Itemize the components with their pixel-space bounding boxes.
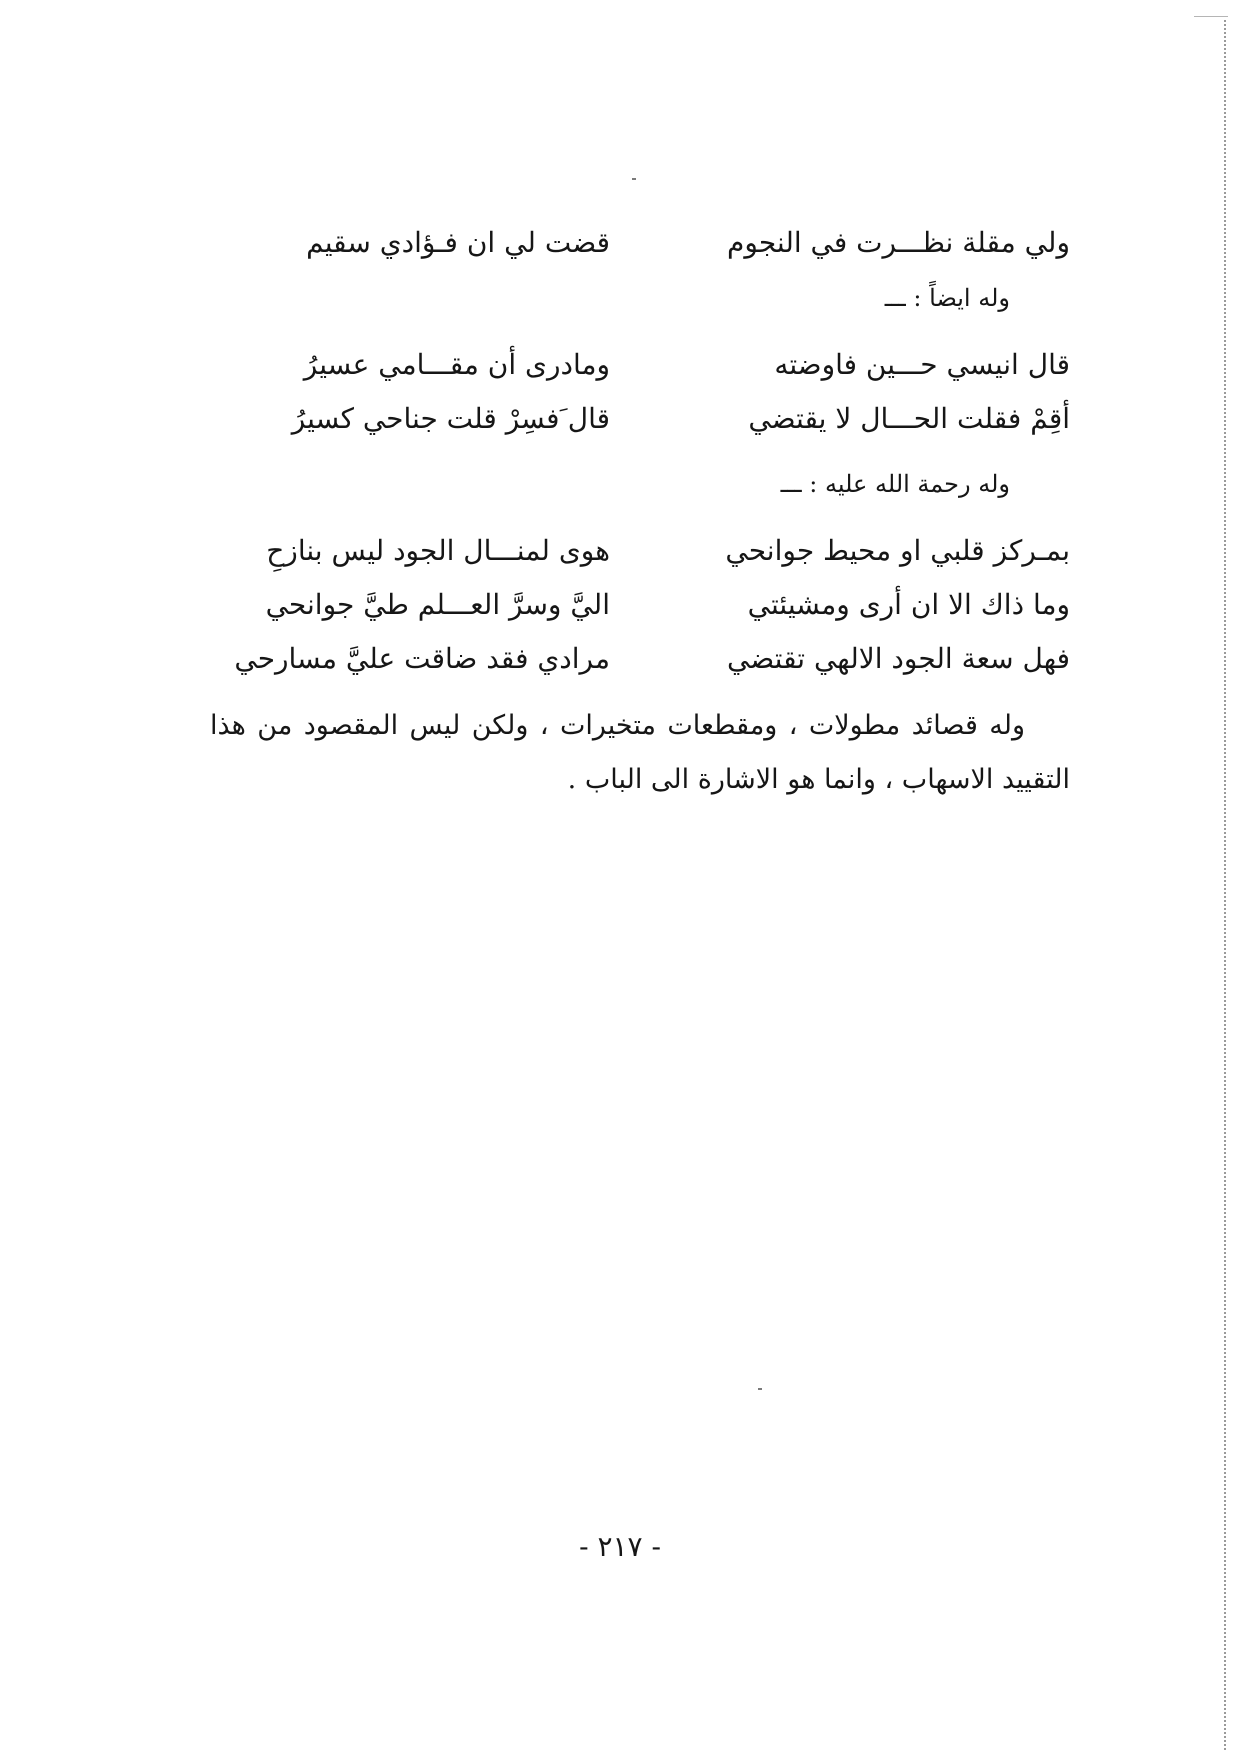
verse-second-hemistich: قضت لي ان فـؤادي سقيم — [306, 225, 610, 259]
scan-speck — [632, 178, 636, 180]
verse-line — [210, 391, 1070, 445]
verse-line — [210, 337, 1070, 391]
verse-second-hemistich: هوى لمنـــال الجود ليس بنازحِ — [266, 533, 610, 567]
scan-edge-mark — [1194, 16, 1228, 23]
poem-heading: وله رحمة الله عليه : ـــ — [780, 470, 1010, 498]
verse-line — [210, 577, 1070, 631]
verse-second-hemistich: اليَّ وسرَّ العـــلم طيَّ جوانحي — [265, 587, 610, 621]
verse-first-hemistich: قال انيسي حـــين فاوضته — [774, 347, 1070, 381]
scan-speck — [758, 1388, 762, 1390]
verse-first-hemistich: بمـركز قلبي او محيط جوانحي — [725, 533, 1070, 567]
verse-first-hemistich: ولي مقلة نظـــرت في النجوم — [727, 225, 1070, 259]
verse-second-hemistich: قال َفسِرْ قلت جناحي كسيرُ — [291, 401, 610, 435]
verse-line — [210, 523, 1070, 577]
page-content — [210, 215, 1070, 807]
page-number: - ٢١٧ - — [579, 1530, 661, 1563]
scan-edge-line — [1224, 20, 1226, 1750]
poem-heading: وله ايضاً : ـــ — [884, 284, 1010, 312]
verse-line — [210, 215, 1070, 269]
verse-second-hemistich: ومادرى أن مقـــامي عسيرُ — [303, 347, 610, 381]
verse-first-hemistich: أقِمْ فقلت الحـــال لا يقتضي — [748, 401, 1070, 435]
verse-line — [210, 631, 1070, 685]
prose-text: وله قصائد مطولات ، ومقطعات متخيرات ، ولكن ليس المقصود من هذا التقييد الاسهاب ، وانما هو الاشارة الى الباب . — [210, 710, 1070, 795]
verse-first-hemistich: فهل سعة الجود الالهي تقتضي — [727, 641, 1070, 675]
verse-second-hemistich: مرادي فقد ضاقت عليَّ مسارحي — [234, 641, 610, 675]
verse-first-hemistich: وما ذاك الا ان أرى ومشيئتي — [747, 587, 1070, 621]
prose-paragraph — [210, 699, 1070, 807]
